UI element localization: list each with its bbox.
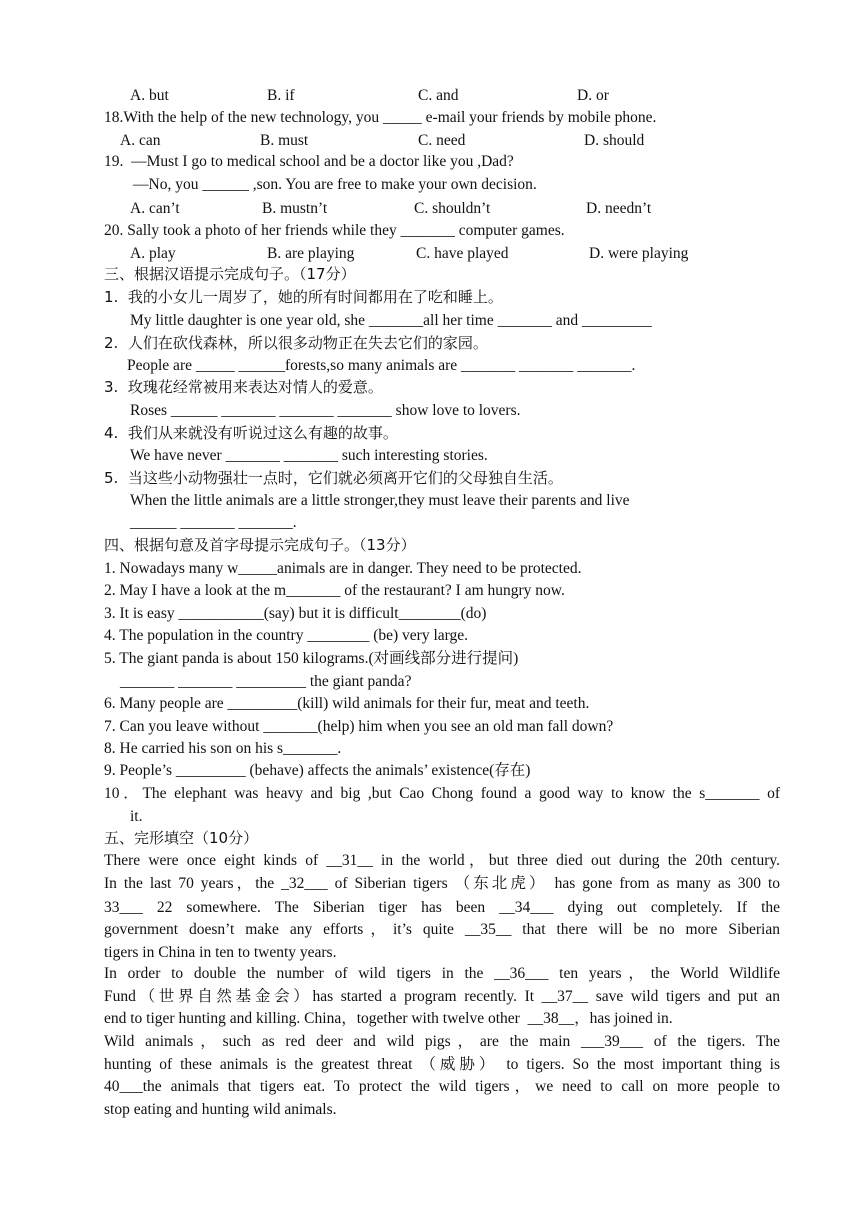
s3-5-zh: 5. 当这些小动物强壮一点时，它们就必须离开它们的父母独自生活。 <box>104 469 563 487</box>
p3-l3: 40___the animals that tigers eat. To protect the wild tigers，we need to call on more people to <box>104 1078 780 1095</box>
p1-l1: There were once eight kinds of __31__ in the world，but three died out during the 20th century. <box>104 852 780 869</box>
s3-4-zh: 4. 我们从来就没有听说过这么有趣的故事。 <box>104 424 398 442</box>
s4-10: 10．The elephant was heavy and big ,but Cao Chong found a good way to know the s_______ of <box>104 785 780 802</box>
option-3: C. have played <box>416 245 509 262</box>
option-1: A. can’t <box>130 200 180 217</box>
s4-6: 6. Many people are _________(kill) wild animals for their fur, meat and teeth. <box>104 695 590 712</box>
option-3: C. need <box>418 132 466 149</box>
s3-5-en: When the little animals are a little stronger,they must leave their parents and live <box>130 492 630 509</box>
sec4-heading: 四、根据句意及首字母提示完成句子。（13分） <box>104 536 416 554</box>
option-4: D. needn’t <box>586 200 652 217</box>
s3-4-en: We have never _______ _______ such interesting stories. <box>130 447 488 464</box>
option-1: A. play <box>130 245 176 262</box>
option-2: B. if <box>267 87 295 104</box>
option-2: B. must <box>260 132 309 149</box>
s4-8: 8. He carried his son on his s_______. <box>104 740 342 757</box>
s4-7: 7. Can you leave without _______(help) him when you see an old man fall down? <box>104 718 614 735</box>
s4-5-blank: _______ _______ _________ the giant panda? <box>120 673 412 690</box>
sec5-heading: 五、完形填空（10分） <box>104 829 259 847</box>
q20: 20. Sally took a photo of her friends while they _______ computer games. <box>104 222 565 239</box>
option-3: C. shouldn’t <box>414 200 491 217</box>
s3-3-zh: 3. 玫瑰花经常被用来表达对情人的爱意。 <box>104 378 383 396</box>
p1-l2: In the last 70 years，the _32___ of Siberian tigers （东北虎） has gone from as many as 300 to <box>104 875 780 892</box>
p1-l5: tigers in China in ten to twenty years. <box>104 944 337 961</box>
s4-4: 4. The population in the country ________ (be) very large. <box>104 627 469 644</box>
p1-l4: government doesn’t make any efforts，it’s quite __35__ that there will be no more Siberian <box>104 921 780 938</box>
q19-answer: —No, you ______ ,son. You are free to make your own decision. <box>133 176 537 193</box>
option-1: A. can <box>120 132 161 149</box>
option-1: A. but <box>130 87 169 104</box>
p2-l3: end to tiger hunting and killing. China，together with twelve other __38__，has joined in. <box>104 1010 673 1027</box>
s4-9: 9. People’s _________ (behave) affects the animals’ existence(存在) <box>104 762 531 779</box>
p2-l2: Fund（世界自然基金会）has started a program recently. It __37__ save wild tigers and put an <box>104 988 780 1005</box>
option-4: D. or <box>577 87 609 104</box>
option-2: B. are playing <box>267 245 355 262</box>
s3-1-zh: 1. 我的小女儿一周岁了，她的所有时间都用在了吃和睡上。 <box>104 288 503 306</box>
s3-1-en: My little daughter is one year old, she _______all her time _______ and _________ <box>130 312 652 329</box>
s3-3-en: Roses ______ _______ _______ _______ show love to lovers. <box>130 402 521 419</box>
option-4: D. should <box>584 132 645 149</box>
p2-l1: In order to double the number of wild tigers in the __36___ ten years，the World Wildlife <box>104 965 780 982</box>
s4-10-cont: it. <box>130 808 143 825</box>
option-4: D. were playing <box>589 245 689 262</box>
p3-l1: Wild animals，such as red deer and wild pigs，are the main ___39___ of the tigers. The <box>104 1033 780 1050</box>
p1-l3: 33___ 22 somewhere. The Siberian tiger has been __34___ dying out completely. If the <box>104 899 780 916</box>
s3-2-en: People are _____ ______forests,so many animals are _______ _______ _______. <box>127 357 636 374</box>
s4-1: 1. Nowadays many w_____animals are in danger. They need to be protected. <box>104 560 582 577</box>
option-3: C. and <box>418 87 459 104</box>
s3-2-zh: 2. 人们在砍伐森林，所以很多动物正在失去它们的家园。 <box>104 334 488 352</box>
option-2: B. mustn’t <box>262 200 328 217</box>
s4-3: 3. It is easy ___________(say) but it is difficult________(do) <box>104 605 487 622</box>
s4-2: 2. May I have a look at the m_______ of the restaurant? I am hungry now. <box>104 582 565 599</box>
s3-5-cont: ______ _______ _______. <box>130 514 297 531</box>
sec3-heading: 三、根据汉语提示完成句子。（17分） <box>104 265 356 283</box>
p3-l4: stop eating and hunting wild animals. <box>104 1101 337 1118</box>
p3-l2: hunting of these animals is the greatest threat （威胁） to tigers. So the most important thing is <box>104 1056 780 1073</box>
q19: 19. —Must I go to medical school and be a doctor like you ,Dad? <box>104 153 514 170</box>
s4-5: 5. The giant panda is about 150 kilograms.(对画线部分进行提问) <box>104 650 519 667</box>
q18: 18.With the help of the new technology, you _____ e-mail your friends by mobile phone. <box>104 109 657 126</box>
